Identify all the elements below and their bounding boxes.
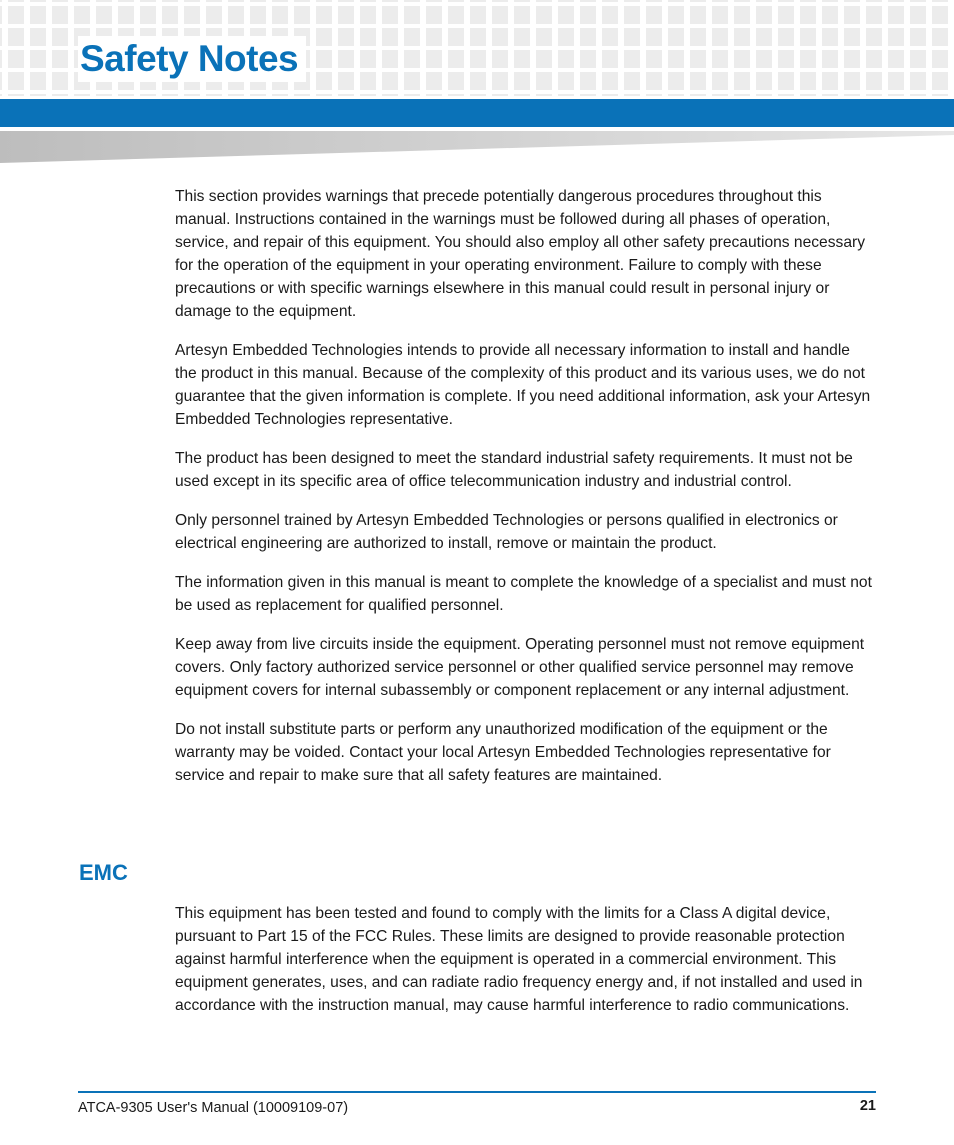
intro-paragraph: The product has been designed to meet the standard industrial safety requirements. It must not be used except in its specific area of office telecommunication industry and industrial control. <box>175 450 853 490</box>
footer-rule <box>78 1091 876 1093</box>
intro-paragraph: The information given in this manual is meant to complete the knowledge of a specialist and must not be used as replacement for qualified personnel. <box>175 574 872 614</box>
intro-paragraph: Keep away from live circuits inside the equipment. Operating personnel must not remove equipment covers. Only factory authorized service personnel or other qualified service personnel may remove equipment covers for internal subassembly or component replacement or any internal adjustment. <box>175 636 865 699</box>
emc-paragraph: This equipment has been tested and found to comply with the limits for a Class A digital device, pursuant to Part 15 of the FCC Rules. These limits are designed to provide reasonable protection against harmful interference when the equipment is operated in a commercial environment. This equipment generates, uses, and can radiate radio frequency energy and, if not installed and used in accordance with the instruction manual, may cause harmful interference to radio communications. <box>175 905 863 1014</box>
emc-section <box>175 902 875 1017</box>
footer-document-title: ATCA-9305 User's Manual (10009109-07) <box>78 1100 349 1116</box>
intro-paragraph: Do not install substitute parts or perform any unauthorized modification of the equipment or the warranty may be voided. Contact your local Artesyn Embedded Technologies representative for service and repair to make sure that all safety features are maintained. <box>175 721 831 784</box>
intro-section <box>175 185 875 803</box>
intro-paragraph: Artesyn Embedded Technologies intends to provide all necessary information to install and handle the product in this manual. Because of the complexity of this product and its various uses, we do not guarantee that the given information is complete. If you need additional information, ask your Artesyn Embedded Technologies representative. <box>175 342 871 428</box>
header-grey-wedge <box>0 131 954 163</box>
emc-heading: EMC <box>79 860 128 885</box>
page-title: Safety Notes <box>78 36 306 82</box>
header-blue-band <box>0 99 954 127</box>
footer-page-number: 21 <box>859 1098 876 1114</box>
intro-paragraph: Only personnel trained by Artesyn Embedded Technologies or persons qualified in electronics or electrical engineering are authorized to install, remove or maintain the product. <box>175 512 838 552</box>
intro-paragraph: This section provides warnings that precede potentially dangerous procedures throughout this manual. Instructions contained in the warnings must be followed during all phases of operation, service, and repair of this equipment. You should also employ all other safety precautions necessary for the operation of the equipment in your operating environment. Failure to comply with these precautions or with specific warnings elsewhere in this manual could result in personal injury or damage to the equipment. <box>175 188 865 320</box>
